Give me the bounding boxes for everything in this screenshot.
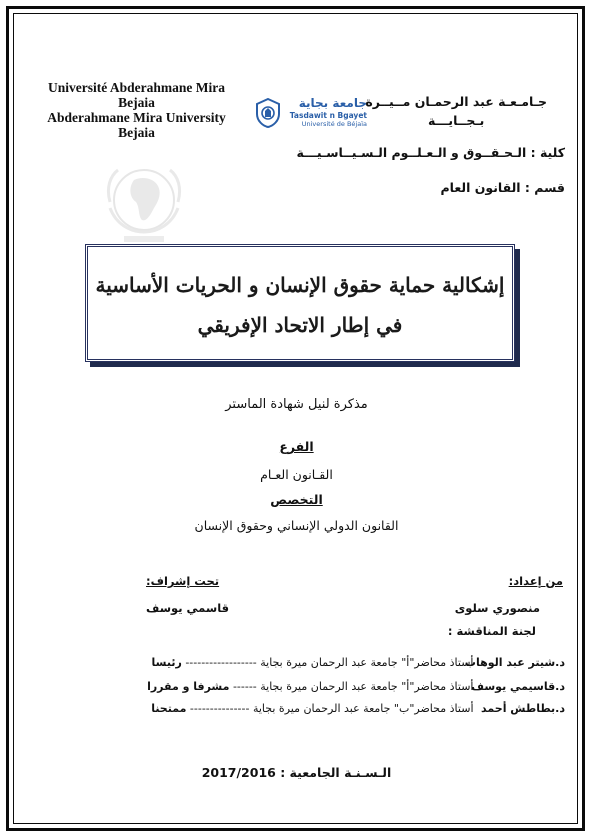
university-latin-line-2: Bejaia	[118, 95, 155, 110]
specialization-label: التخصص	[270, 492, 323, 507]
university-arabic-line-2: بـجــايـــة	[428, 113, 485, 128]
committee-member-title: أستاذ محاضر"أ" جامعة عبد الرحمان ميرة بجاية ------	[232, 680, 474, 693]
degree-statement: مذكرة لنيل شهادة الماستر	[225, 397, 368, 412]
committee-member-row	[25, 702, 565, 720]
thesis-title-box	[85, 244, 515, 362]
logo-text-line-2: Université de Béjaïa	[301, 120, 367, 128]
committee-member-title: أستاذ محاضر"ب" جامعة عبد الرحمان ميرة بجاية ---------------	[189, 702, 474, 715]
committee-member-role: رئيسا	[151, 656, 182, 669]
african-union-emblem-icon	[88, 158, 200, 248]
committee-member-role: ممتحنا	[151, 702, 187, 715]
specialization-value: القانون الدولي الإنساني وحقوق الإنسان	[194, 518, 399, 533]
academic-year: الـسـنـة الجامعية : 2017/2016	[201, 765, 392, 780]
committee-member-row	[25, 656, 565, 674]
logo-arabic-text: جامعة بجاية	[298, 96, 367, 110]
university-name-arabic	[365, 92, 547, 130]
thesis-title-line-2: في إطار الاتحاد الإفريقي	[197, 313, 403, 337]
supervisor-name: قاسمي يوسف	[146, 601, 230, 615]
student-name: منصوري سلوى	[454, 601, 540, 615]
supervision-label: تحت إشراف:	[146, 574, 220, 588]
committee-member-name: د.قاسيمي يوسف	[471, 680, 565, 693]
university-name-latin	[34, 80, 239, 140]
university-latin-line-3: Abderahmane Mira University	[47, 110, 226, 125]
university-logo	[255, 96, 367, 130]
committee-member-row	[25, 680, 565, 698]
department-name: قسم : القانون العام	[440, 180, 565, 195]
committee-member-title: أستاذ محاضر"أ" جامعة عبد الرحمان ميرة بجاية ------------------	[185, 656, 474, 669]
committee-member-name: د.بطاطش أحمد	[481, 702, 565, 715]
university-arabic-line-1: جـامـعـة عبد الرحمـان مــيــرة	[365, 94, 547, 109]
thesis-title-line-1: إشكالية حماية حقوق الإنسان و الحريات الأساسية	[95, 273, 505, 297]
committee-member-name: د.شيتر عبد الوهاب	[464, 656, 565, 669]
branch-value: القـانون العـام	[260, 467, 333, 482]
faculty-name: كلية : الـحـقــوق و الـعـلــوم الـسـيــاسـيـــة	[296, 145, 565, 160]
university-latin-line-1: Université Abderahmane Mira	[48, 80, 225, 95]
committee-label: لجنة المناقشة :	[447, 624, 536, 638]
branch-label: الفرع	[279, 439, 314, 454]
committee-member-role: مشرفا و مقررا	[147, 680, 230, 693]
university-logo-icon	[255, 98, 281, 128]
prepared-by-label: من إعداد:	[508, 574, 563, 588]
logo-text-line-1: Tasdawit n Bgayet	[289, 111, 367, 120]
university-latin-line-4: Bejaia	[118, 125, 155, 140]
